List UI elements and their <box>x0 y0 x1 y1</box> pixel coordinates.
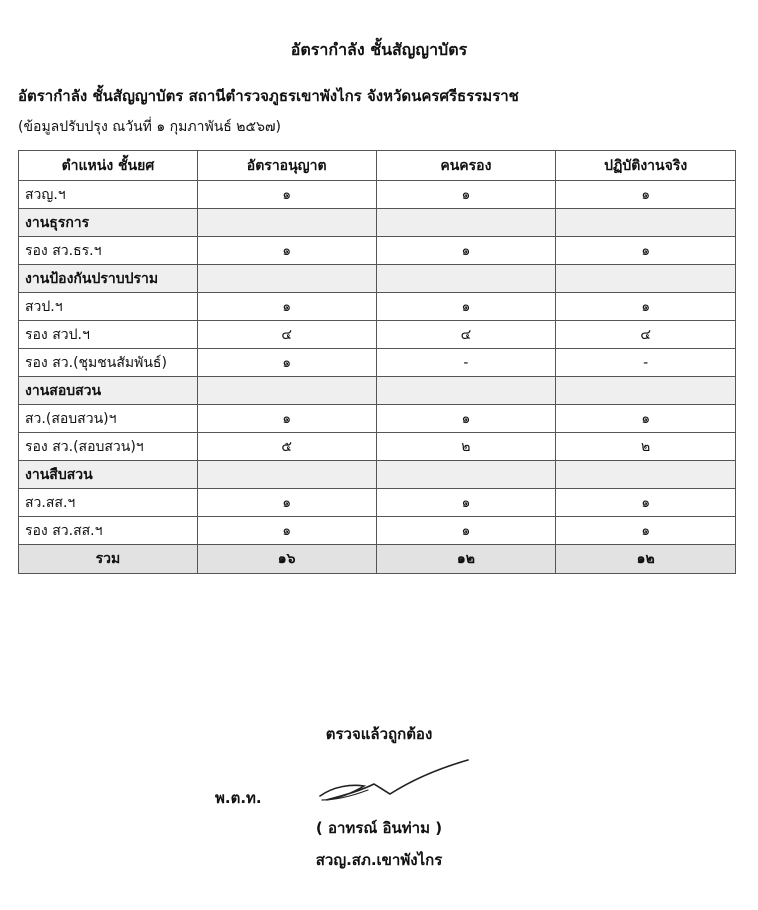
empty-cell <box>197 265 376 293</box>
position-cell: สว.สส.ฯ <box>19 489 198 517</box>
table-header-row <box>19 151 736 181</box>
section-row <box>19 377 736 405</box>
occupied-cell: ๑ <box>376 405 556 433</box>
section-row <box>19 461 736 489</box>
occupied-cell: ๑ <box>376 489 556 517</box>
table-row <box>19 321 736 349</box>
document-title: อัตรากำลัง ชั้นสัญญาบัตร <box>290 40 468 59</box>
certification-text: ตรวจแล้วถูกต้อง <box>325 725 433 743</box>
position-cell: รอง สว.(สอบสวน)ฯ <box>19 433 198 461</box>
empty-cell <box>556 209 736 237</box>
position-cell: สวญ.ฯ <box>19 181 198 209</box>
table-row <box>19 517 736 545</box>
update-date: (ข้อมูลปรับปรุง ณวันที่ ๑ กุมภาพันธ์ ๒๕๖๗) <box>18 119 281 135</box>
empty-cell <box>376 377 556 405</box>
position-cell: สวป.ฯ <box>19 293 198 321</box>
table-row <box>19 237 736 265</box>
table-row <box>19 433 736 461</box>
authorized-cell: ๑ <box>197 293 376 321</box>
total-actual: ๑๒ <box>556 545 736 574</box>
table-body <box>19 181 736 545</box>
actual-cell: - <box>556 349 736 377</box>
authorized-cell: ๑ <box>197 349 376 377</box>
occupied-cell: - <box>376 349 556 377</box>
actual-cell: ๔ <box>556 321 736 349</box>
actual-cell: ๑ <box>556 237 736 265</box>
occupied-cell: ๑ <box>376 181 556 209</box>
section-label: งานสอบสวน <box>19 377 198 405</box>
authorized-cell: ๑ <box>197 405 376 433</box>
empty-cell <box>556 265 736 293</box>
total-authorized: ๑๖ <box>197 545 376 574</box>
empty-cell <box>376 209 556 237</box>
actual-cell: ๑ <box>556 181 736 209</box>
empty-cell <box>376 265 556 293</box>
actual-cell: ๑ <box>556 489 736 517</box>
actual-cell: ๑ <box>556 517 736 545</box>
section-label: งานธุรการ <box>19 209 198 237</box>
signer-title: สวญ.สภ.เขาพังไกร <box>315 851 443 869</box>
authorized-cell: ๑ <box>197 237 376 265</box>
header-position: ตำแหน่ง ชั้นยศ <box>19 151 198 181</box>
section-label: งานสืบสวน <box>19 461 198 489</box>
signer-name: ( อาทรณ์ อินท่าม ) <box>315 819 443 837</box>
actual-cell: ๑ <box>556 405 736 433</box>
total-label: รวม <box>19 545 198 574</box>
occupied-cell: ๑ <box>376 517 556 545</box>
total-row <box>19 545 736 574</box>
occupied-cell: ๒ <box>376 433 556 461</box>
table-row <box>19 181 736 209</box>
total-occupied: ๑๒ <box>376 545 556 574</box>
handwritten-signature <box>312 756 472 808</box>
empty-cell <box>556 377 736 405</box>
table-row <box>19 405 736 433</box>
empty-cell <box>376 461 556 489</box>
header-occupied: คนครอง <box>376 151 556 181</box>
occupied-cell: ๔ <box>376 321 556 349</box>
table-row <box>19 489 736 517</box>
header-authorized: อัตราอนุญาต <box>197 151 376 181</box>
staffing-table <box>18 150 736 574</box>
authorized-cell: ๑ <box>197 181 376 209</box>
table-row <box>19 293 736 321</box>
signer-rank: พ.ต.ท. <box>215 789 262 807</box>
header-actual: ปฏิบัติงานจริง <box>556 151 736 181</box>
authorized-cell: ๕ <box>197 433 376 461</box>
empty-cell <box>197 377 376 405</box>
document-subtitle: อัตรากำลัง ชั้นสัญญาบัตร สถานีตำรวจภูธรเขาพังไกร จังหวัดนครศรีธรรมราช <box>18 87 519 105</box>
authorized-cell: ๑ <box>197 489 376 517</box>
position-cell: รอง สว.ธร.ฯ <box>19 237 198 265</box>
section-row <box>19 209 736 237</box>
position-cell: รอง สว.สส.ฯ <box>19 517 198 545</box>
section-label: งานป้องกันปราบปราม <box>19 265 198 293</box>
empty-cell <box>197 461 376 489</box>
table-row <box>19 349 736 377</box>
actual-cell: ๒ <box>556 433 736 461</box>
actual-cell: ๑ <box>556 293 736 321</box>
authorized-cell: ๑ <box>197 517 376 545</box>
occupied-cell: ๑ <box>376 237 556 265</box>
occupied-cell: ๑ <box>376 293 556 321</box>
section-row <box>19 265 736 293</box>
position-cell: สว.(สอบสวน)ฯ <box>19 405 198 433</box>
empty-cell <box>556 461 736 489</box>
empty-cell <box>197 209 376 237</box>
position-cell: รอง สว.(ชุมชนสัมพันธ์) <box>19 349 198 377</box>
position-cell: รอง สวป.ฯ <box>19 321 198 349</box>
authorized-cell: ๔ <box>197 321 376 349</box>
